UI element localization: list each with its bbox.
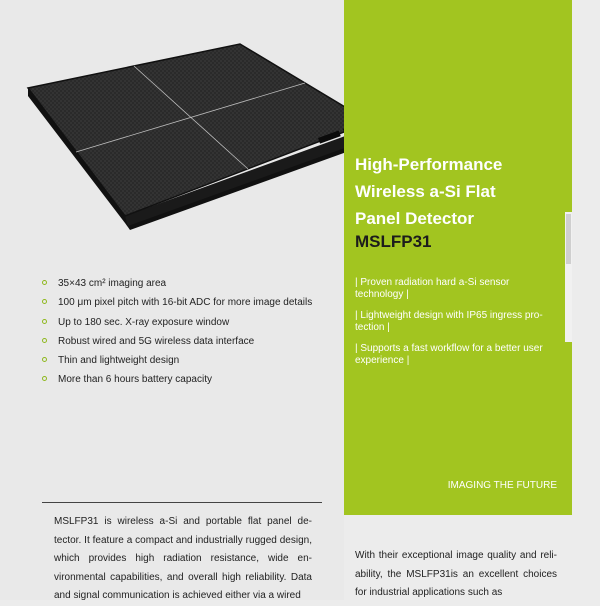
flat-panel-detector-image	[20, 40, 350, 230]
feature-item: Up to 180 sec. X-ray exposure window	[42, 317, 342, 329]
product-description-left: MSLFP31 is wireless a-Si and portable flat panel de-tector. It feature a compact and industrially rugged design, which provides high radiation resistance, wide en-vironmental capabilities, and overall high reliability. Data and signal communication is achieved either via a wired	[54, 516, 312, 602]
bullet-circle-icon	[42, 299, 47, 304]
tagline: IMAGING THE FUTURE	[447, 480, 557, 491]
highlight-list	[355, 277, 560, 376]
product-description-right: With their exceptional image quality and reli-ability, the MSLFP31is an excellent choices for industrial applications such as	[355, 550, 557, 599]
bullet-circle-icon	[42, 357, 47, 362]
section-divider	[42, 502, 322, 503]
feature-item: Thin and lightweight design	[42, 355, 342, 367]
feature-item: Robust wired and 5G wireless data interface	[42, 336, 342, 348]
highlight-item: | Supports a fast workflow for a better user experience |	[355, 343, 543, 366]
highlight-item: | Lightweight design with IP65 ingress pro-tection |	[355, 310, 543, 333]
feature-item: 35×43 cm² imaging area	[42, 278, 342, 290]
product-headline: High-Performance Wireless a-Si Flat Panel Detector	[355, 155, 503, 228]
scrollbar[interactable]	[565, 212, 572, 342]
bullet-circle-icon	[42, 319, 47, 324]
highlight-panel	[344, 0, 572, 515]
feature-list	[42, 278, 342, 394]
feature-item: More than 6 hours battery capacity	[42, 374, 342, 386]
model-name: MSLFP31	[355, 232, 432, 251]
scrollbar-thumb[interactable]	[566, 214, 571, 264]
highlight-item: | Proven radiation hard a-Si sensor technology |	[355, 277, 510, 300]
bullet-circle-icon	[42, 280, 47, 285]
bullet-circle-icon	[42, 376, 47, 381]
feature-item: 100 μm pixel pitch with 16-bit ADC for more image details	[42, 297, 342, 309]
bullet-circle-icon	[42, 338, 47, 343]
